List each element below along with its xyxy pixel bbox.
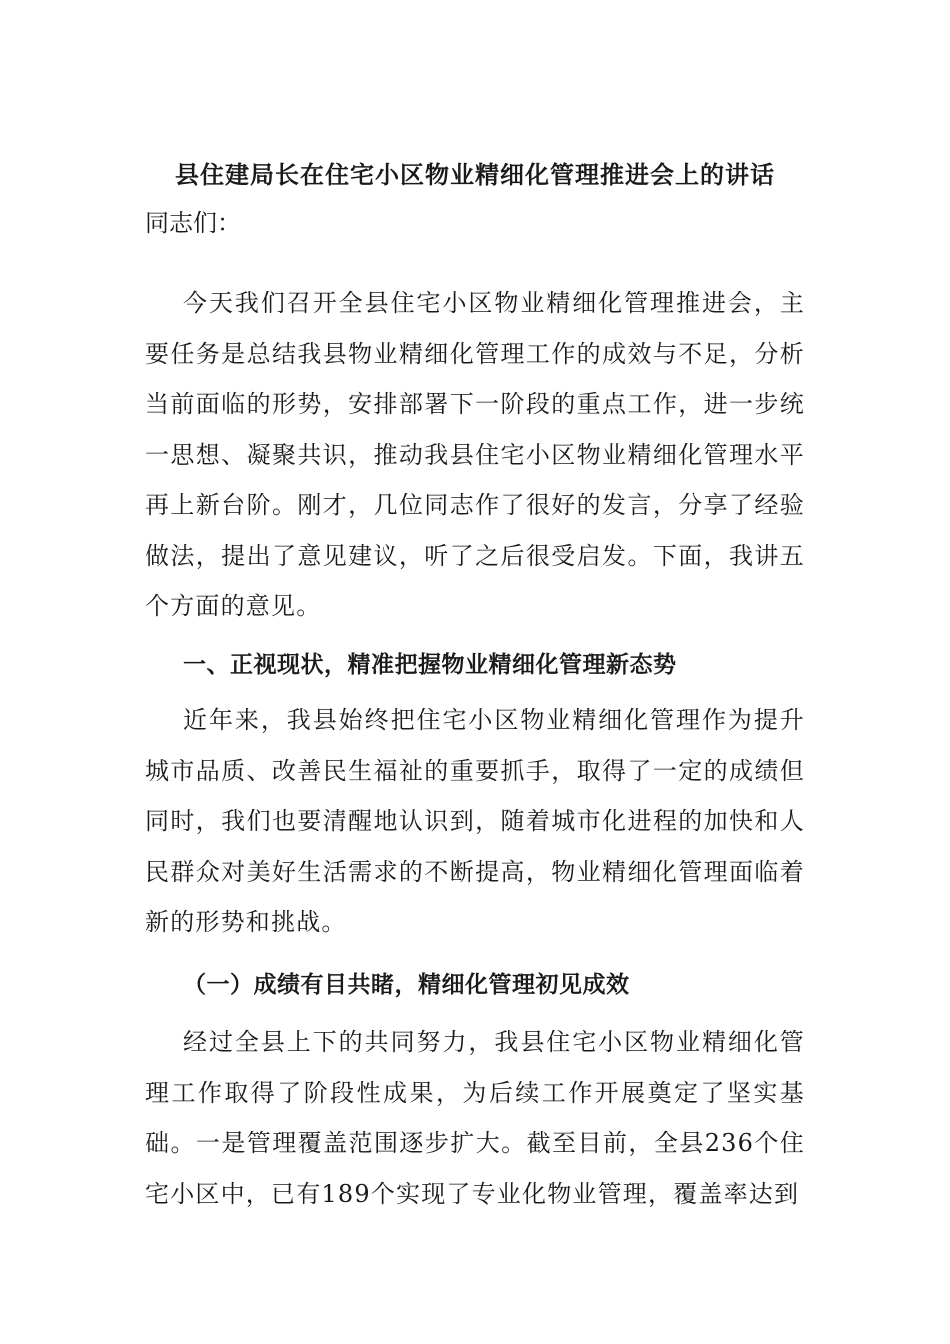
section-heading: 一、正视现状，精准把握物业精细化管理新态势 xyxy=(183,651,677,678)
subsection-paragraph: 经过全县上下的共同努力，我县住宅小区物业精细化管理工作取得了阶段性成果，为后续工作开展奠定了坚实基础。一是管理覆盖范围逐步扩大。截至目前，全县236个住宅小区中，已有189个实现了专业化物业管理，覆盖率达到 xyxy=(145,1028,805,1208)
section-paragraph: 近年来，我县始终把住宅小区物业精细化管理作为提升城市品质、改善民生福祉的重要抓手，取得了一定的成绩但同时，我们也要清醒地认识到，随着城市化进程的加快和人民群众对美好生活需求的不断提高，物业精细化管理面临着新的形势和挑战。 xyxy=(145,706,805,936)
document-title: 县住建局长在住宅小区物业精细化管理推进会上的讲话 xyxy=(175,160,775,189)
salutation: 同志们： xyxy=(145,209,241,237)
subsection-heading: （一）成绩有目共睹，精细化管理初见成效 xyxy=(183,971,630,998)
intro-paragraph: 今天我们召开全县住宅小区物业精细化管理推进会，主要任务是总结我县物业精细化管理工作的成效与不足，分析当前面临的形势，安排部署下一阶段的重点工作，进一步统一思想、凝聚共识，推动我县住宅小区物业精细化管理水平再上新台阶。刚才，几位同志作了很好的发言，分享了经验做法，提出了意见建议，听了之后很受启发。下面，我讲五个方面的意见。 xyxy=(145,289,805,620)
